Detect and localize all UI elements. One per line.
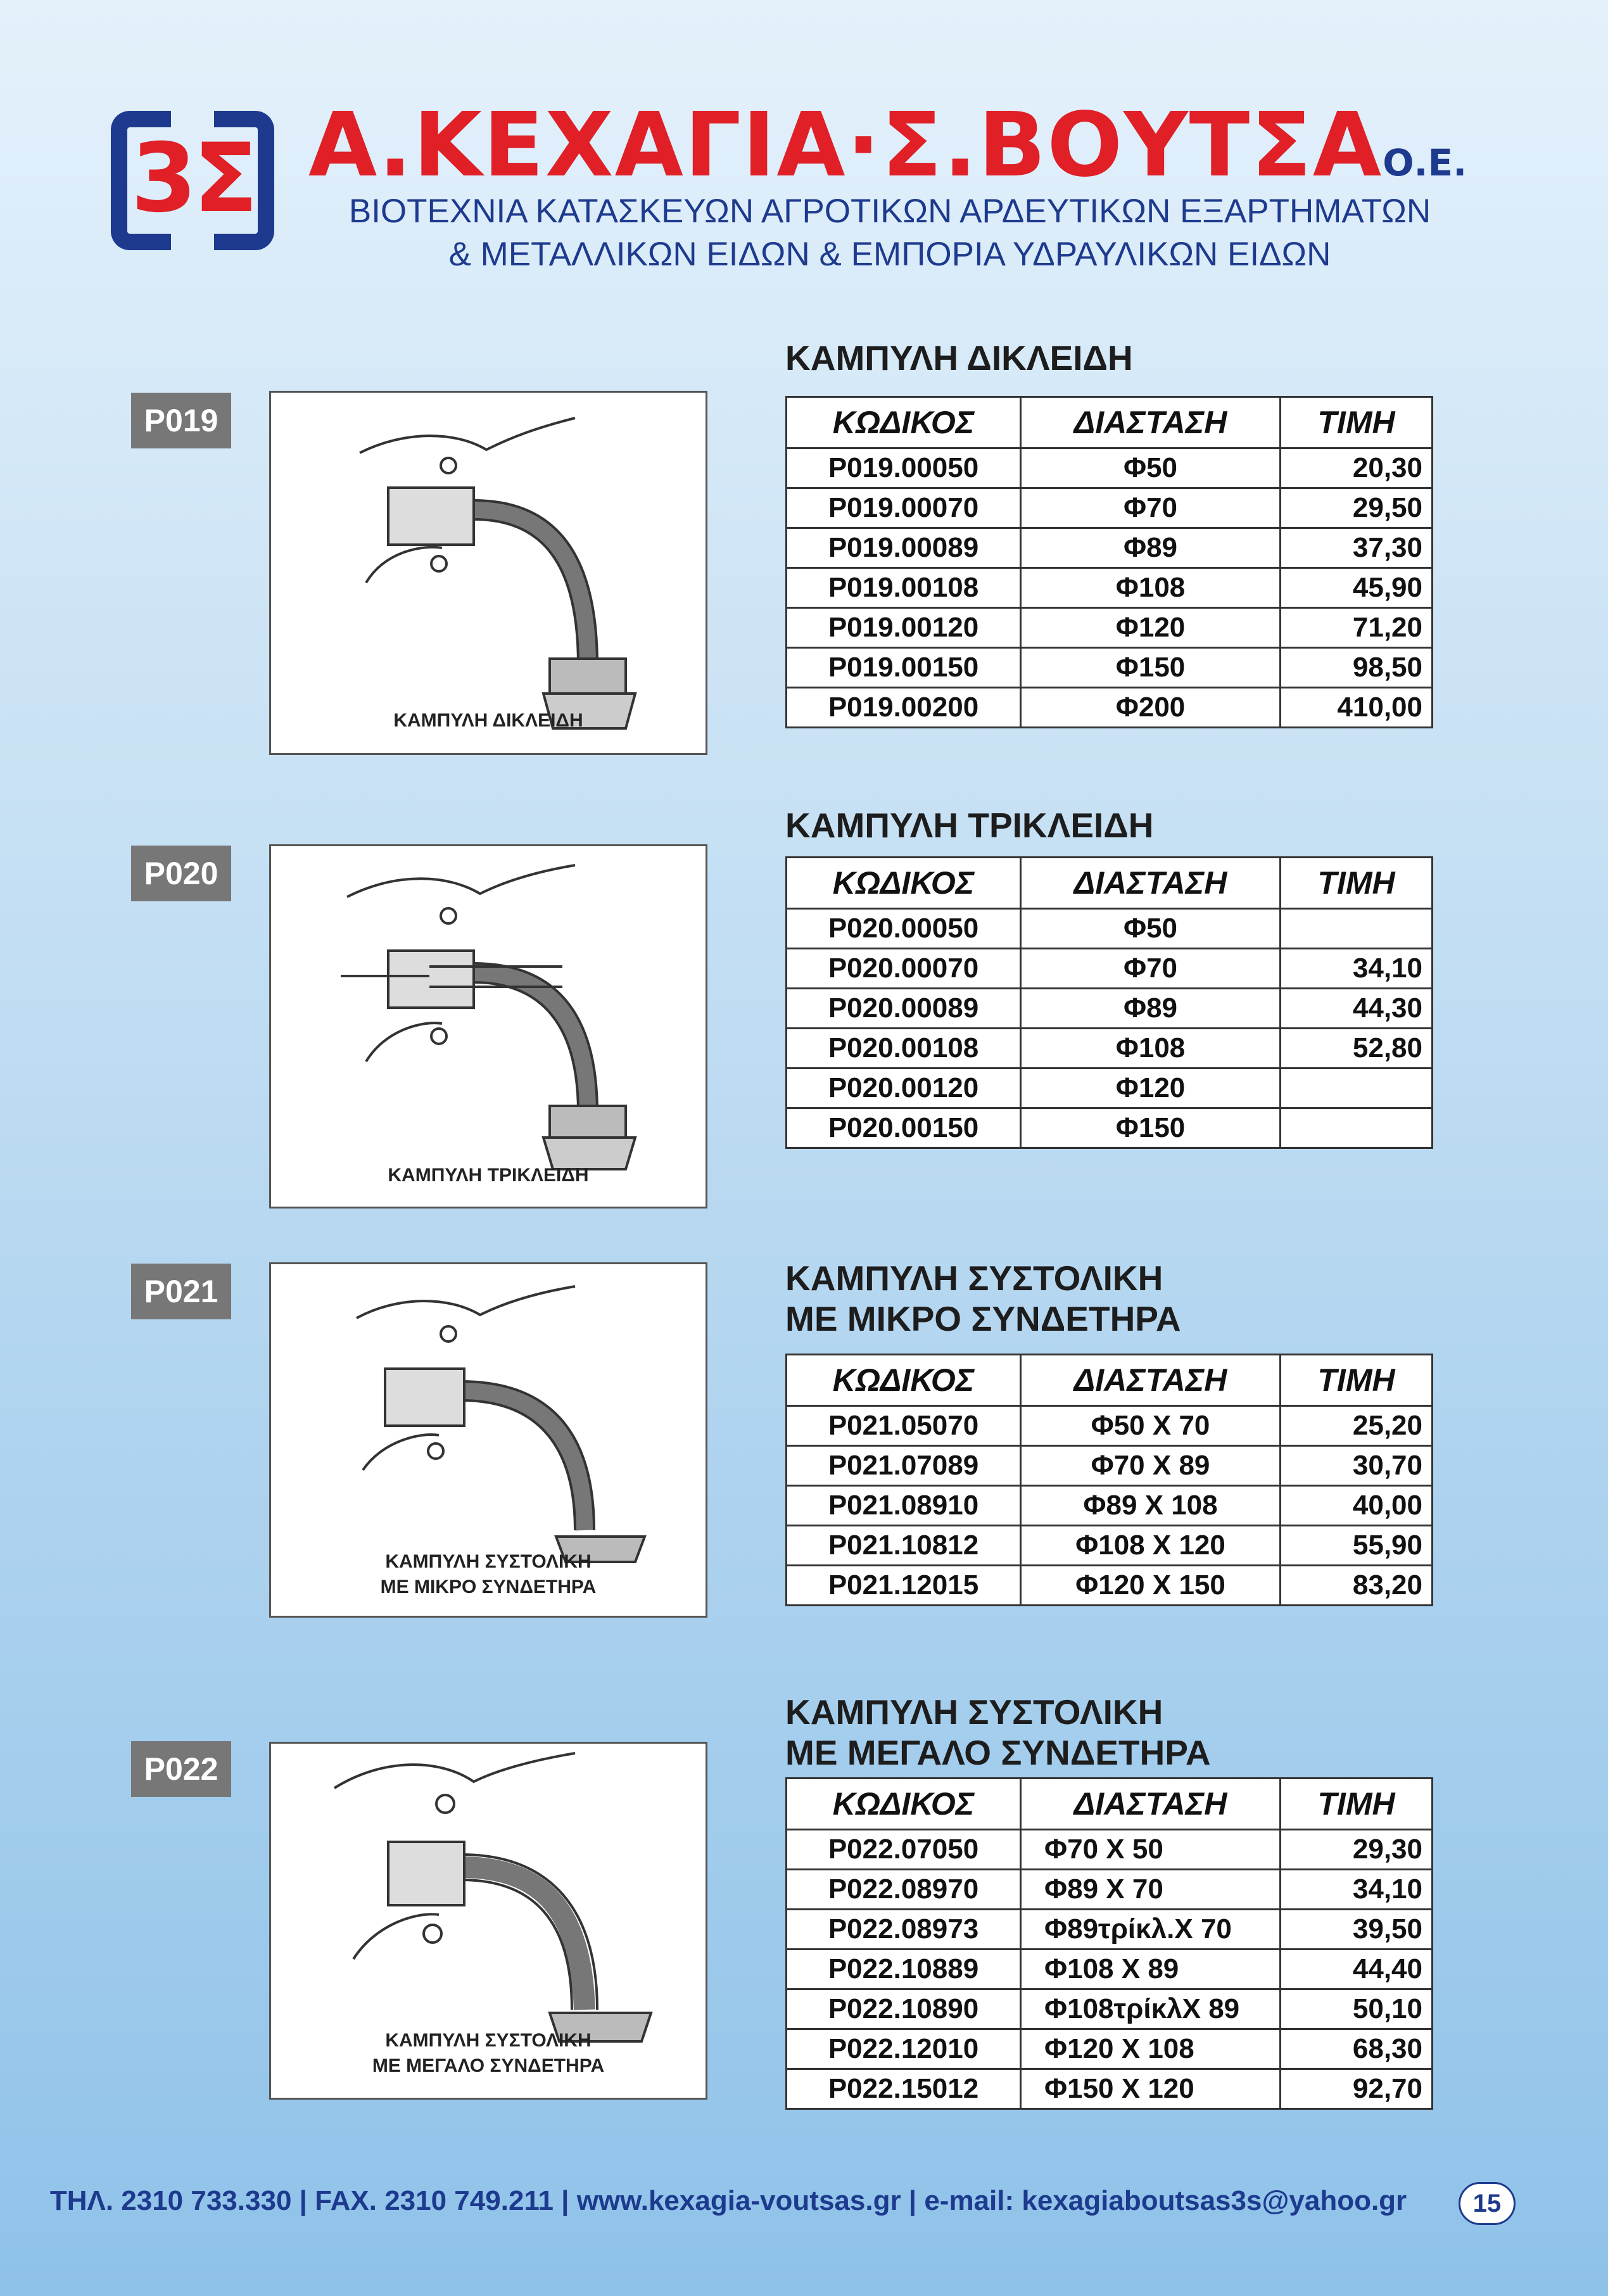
cell-dimension: Φ120 Χ 150: [1021, 1566, 1281, 1606]
table-row: [787, 1029, 1433, 1069]
section-title: ΚΑΜΠΥΛΗ ΔΙΚΛΕΙΔΗ: [785, 338, 1133, 377]
table-row: [787, 528, 1433, 568]
coupling-drawing: [271, 846, 706, 1207]
cell-dimension: Φ108τρίκλΧ 89: [1021, 1989, 1281, 2029]
table-row: [787, 1910, 1433, 1950]
company-logo: [111, 111, 274, 250]
table-header-row: [787, 1355, 1433, 1406]
table-header-row: [787, 1779, 1433, 1830]
column-header-price: ΤΙΜΗ: [1281, 858, 1433, 909]
cell-code: P020.00089: [787, 989, 1021, 1029]
contact-footer: ΤΗΛ. 2310 733.330 | FAX. 2310 749.211 | www.kexagia-voutsas.gr | e-mail: kexagiaboutsas3s@yahoo.gr: [49, 2185, 1407, 2216]
table-row: [787, 949, 1433, 989]
cell-dimension: Φ89τρίκλ.Χ 70: [1021, 1910, 1281, 1950]
cell-code: P019.00070: [787, 488, 1021, 528]
cell-code: P020.00050: [787, 909, 1021, 949]
cell-dimension: Φ50 Χ 70: [1021, 1406, 1281, 1446]
cell-price: 37,30: [1281, 528, 1433, 568]
cell-dimension: Φ50: [1021, 448, 1281, 488]
cell-code: P021.12015: [787, 1566, 1021, 1606]
product-badge: P021: [131, 1264, 231, 1319]
cell-price: 55,90: [1281, 1526, 1433, 1566]
cell-code: P022.12010: [787, 2029, 1021, 2069]
product-image: [269, 391, 707, 755]
tagline-line-2: & ΜΕΤΑΛΛΙΚΩΝ ΕΙΔΩΝ & ΕΜΠΟΡΙΑ ΥΔΡΑΥΛΙΚΩΝ ΕΙΔΩΝ: [448, 236, 1331, 273]
table-header-row: [787, 858, 1433, 909]
company-suffix: Ο.Ε.: [1383, 141, 1467, 184]
cell-code: P019.00120: [787, 608, 1021, 648]
coupling-drawing: [271, 393, 706, 753]
table-row: [787, 1406, 1433, 1446]
image-caption: ΚΑΜΠΥΛΗ ΣΥΣΤΟΛΙΚΗ: [385, 2030, 592, 2051]
column-header-code: ΚΩΔΙΚΟΣ: [787, 1779, 1021, 1830]
cell-code: P019.00200: [787, 688, 1021, 728]
cell-dimension: Φ200: [1021, 688, 1281, 728]
column-header-price: ΤΙΜΗ: [1281, 1779, 1433, 1830]
cell-dimension: Φ150 Χ 120: [1021, 2069, 1281, 2109]
cell-code: P020.00108: [787, 1029, 1021, 1069]
cell-price: 30,70: [1281, 1446, 1433, 1486]
cell-price: 44,40: [1281, 1950, 1433, 1989]
cell-price: [1281, 1069, 1433, 1108]
cell-price: 34,10: [1281, 949, 1433, 989]
cell-price: 71,20: [1281, 608, 1433, 648]
cell-price: 45,90: [1281, 568, 1433, 608]
cell-price: 92,70: [1281, 2069, 1433, 2109]
image-caption: ΜΕ ΜΕΓΑΛΟ ΣΥΝΔΕΤΗΡΑ: [372, 2055, 605, 2076]
table-row: [787, 1486, 1433, 1526]
section-title: ΜΕ ΜΙΚΡΟ ΣΥΝΔΕΤΗΡΑ: [785, 1299, 1181, 1338]
table-row: [787, 1526, 1433, 1566]
cell-price: 410,00: [1281, 688, 1433, 728]
cell-dimension: Φ108 Χ 120: [1021, 1526, 1281, 1566]
column-header-dimension: ΔΙΑΣΤΑΣΗ: [1021, 1779, 1281, 1830]
cell-dimension: Φ108: [1021, 1029, 1281, 1069]
cell-price: 44,30: [1281, 989, 1433, 1029]
table-row: [787, 1950, 1433, 1989]
cell-dimension: Φ50: [1021, 909, 1281, 949]
table-row: [787, 608, 1433, 648]
cell-dimension: Φ89 Χ 108: [1021, 1486, 1281, 1526]
table-row: [787, 909, 1433, 949]
tagline-line-1: ΒΙΟΤΕΧΝΙΑ ΚΑΤΑΣΚΕΥΩΝ ΑΓΡΟΤΙΚΩΝ ΑΡΔΕΥΤΙΚΩΝ ΕΞΑΡΤΗΜΑΤΩΝ: [348, 193, 1431, 230]
cell-dimension: Φ70: [1021, 949, 1281, 989]
cell-code: P019.00050: [787, 448, 1021, 488]
product-image: [269, 844, 707, 1208]
table-row: [787, 1446, 1433, 1486]
cell-code: P021.08910: [787, 1486, 1021, 1526]
cell-code: P020.00120: [787, 1069, 1021, 1108]
cell-code: P021.05070: [787, 1406, 1021, 1446]
column-header-code: ΚΩΔΙΚΟΣ: [787, 397, 1021, 448]
cell-price: [1281, 909, 1433, 949]
cell-code: P019.00089: [787, 528, 1021, 568]
section-title: ΚΑΜΠΥΛΗ ΤΡΙΚΛΕΙΔΗ: [785, 806, 1154, 845]
cell-price: 25,20: [1281, 1406, 1433, 1446]
price-table: [785, 1777, 1433, 2110]
cell-price: 50,10: [1281, 1989, 1433, 2029]
table-row: [787, 1566, 1433, 1606]
cell-code: P022.15012: [787, 2069, 1021, 2109]
cell-price: [1281, 1108, 1433, 1148]
section-title: ΜΕ ΜΕΓΑΛΟ ΣΥΝΔΕΤΗΡΑ: [785, 1733, 1211, 1772]
price-table: [785, 396, 1433, 728]
cell-price: 29,50: [1281, 488, 1433, 528]
column-header-dimension: ΔΙΑΣΤΑΣΗ: [1021, 1355, 1281, 1406]
cell-dimension: Φ89 Χ 70: [1021, 1870, 1281, 1910]
column-header-price: ΤΙΜΗ: [1281, 1355, 1433, 1406]
cell-code: P022.08973: [787, 1910, 1021, 1950]
product-badge: P022: [131, 1741, 231, 1797]
table-header-row: [787, 397, 1433, 448]
cell-code: P022.08970: [787, 1870, 1021, 1910]
cell-dimension: Φ120 Χ 108: [1021, 2029, 1281, 2069]
column-header-price: ΤΙΜΗ: [1281, 397, 1433, 448]
cell-code: P021.07089: [787, 1446, 1021, 1486]
cell-dimension: Φ89: [1021, 528, 1281, 568]
cell-price: 20,30: [1281, 448, 1433, 488]
cell-dimension: Φ70 Χ 89: [1021, 1446, 1281, 1486]
cell-price: 98,50: [1281, 648, 1433, 688]
image-caption: ΚΑΜΠΥΛΗ ΤΡΙΚΛΕΙΔΗ: [388, 1165, 589, 1186]
table-row: [787, 488, 1433, 528]
table-row: [787, 688, 1433, 728]
cell-price: 68,30: [1281, 2029, 1433, 2069]
product-badge: P020: [131, 846, 231, 901]
cell-code: P020.00150: [787, 1108, 1021, 1148]
section-title: ΚΑΜΠΥΛΗ ΣΥΣΤΟΛΙΚΗ: [785, 1259, 1163, 1298]
company-name-text: Α.ΚΕΧΑΓΙΑ·Σ.ΒΟΥΤΣΑ: [308, 94, 1383, 197]
table-row: [787, 648, 1433, 688]
column-header-code: ΚΩΔΙΚΟΣ: [787, 1355, 1021, 1406]
table-row: [787, 2069, 1433, 2109]
price-table: [785, 856, 1433, 1149]
cell-dimension: Φ150: [1021, 648, 1281, 688]
cell-dimension: Φ150: [1021, 1108, 1281, 1148]
table-row: [787, 1989, 1433, 2029]
column-header-dimension: ΔΙΑΣΤΑΣΗ: [1021, 397, 1281, 448]
logo-text: 3Σ: [130, 124, 255, 234]
price-table: [785, 1354, 1433, 1606]
cell-code: P019.00150: [787, 648, 1021, 688]
cell-price: 34,10: [1281, 1870, 1433, 1910]
page-number: 15: [1459, 2182, 1516, 2225]
cell-dimension: Φ70: [1021, 488, 1281, 528]
product-badge: P019: [131, 393, 231, 448]
cell-price: 52,80: [1281, 1029, 1433, 1069]
image-caption: ΜΕ ΜΙΚΡΟ ΣΥΝΔΕΤΗΡΑ: [380, 1576, 597, 1597]
table-row: [787, 568, 1433, 608]
cell-dimension: Φ120: [1021, 608, 1281, 648]
cell-code: P021.10812: [787, 1526, 1021, 1566]
cell-dimension: Φ108 Χ 89: [1021, 1950, 1281, 1989]
cell-code: P022.10889: [787, 1950, 1021, 1989]
cell-dimension: Φ120: [1021, 1069, 1281, 1108]
cell-dimension: Φ70 Χ 50: [1021, 1830, 1281, 1870]
image-caption: ΚΑΜΠΥΛΗ ΣΥΣΤΟΛΙΚΗ: [385, 1551, 592, 1572]
cell-code: P022.07050: [787, 1830, 1021, 1870]
product-image: [269, 1742, 707, 2100]
cell-code: P020.00070: [787, 949, 1021, 989]
cell-dimension: Φ108: [1021, 568, 1281, 608]
table-row: [787, 989, 1433, 1029]
table-row: [787, 1830, 1433, 1870]
cell-price: 40,00: [1281, 1486, 1433, 1526]
cell-dimension: Φ89: [1021, 989, 1281, 1029]
table-row: [787, 2029, 1433, 2069]
cell-price: 29,30: [1281, 1830, 1433, 1870]
table-row: [787, 448, 1433, 488]
column-header-dimension: ΔΙΑΣΤΑΣΗ: [1021, 858, 1281, 909]
section-title: ΚΑΜΠΥΛΗ ΣΥΣΤΟΛΙΚΗ: [785, 1692, 1163, 1732]
cell-price: 83,20: [1281, 1566, 1433, 1606]
table-row: [787, 1069, 1433, 1108]
cell-code: P019.00108: [787, 568, 1021, 608]
column-header-code: ΚΩΔΙΚΟΣ: [787, 858, 1021, 909]
cell-price: 39,50: [1281, 1910, 1433, 1950]
image-caption: ΚΑΜΠΥΛΗ ΔΙΚΛΕΙΔΗ: [393, 710, 583, 731]
table-row: [787, 1108, 1433, 1148]
table-row: [787, 1870, 1433, 1910]
product-image: [269, 1262, 707, 1618]
cell-code: P022.10890: [787, 1989, 1021, 2029]
